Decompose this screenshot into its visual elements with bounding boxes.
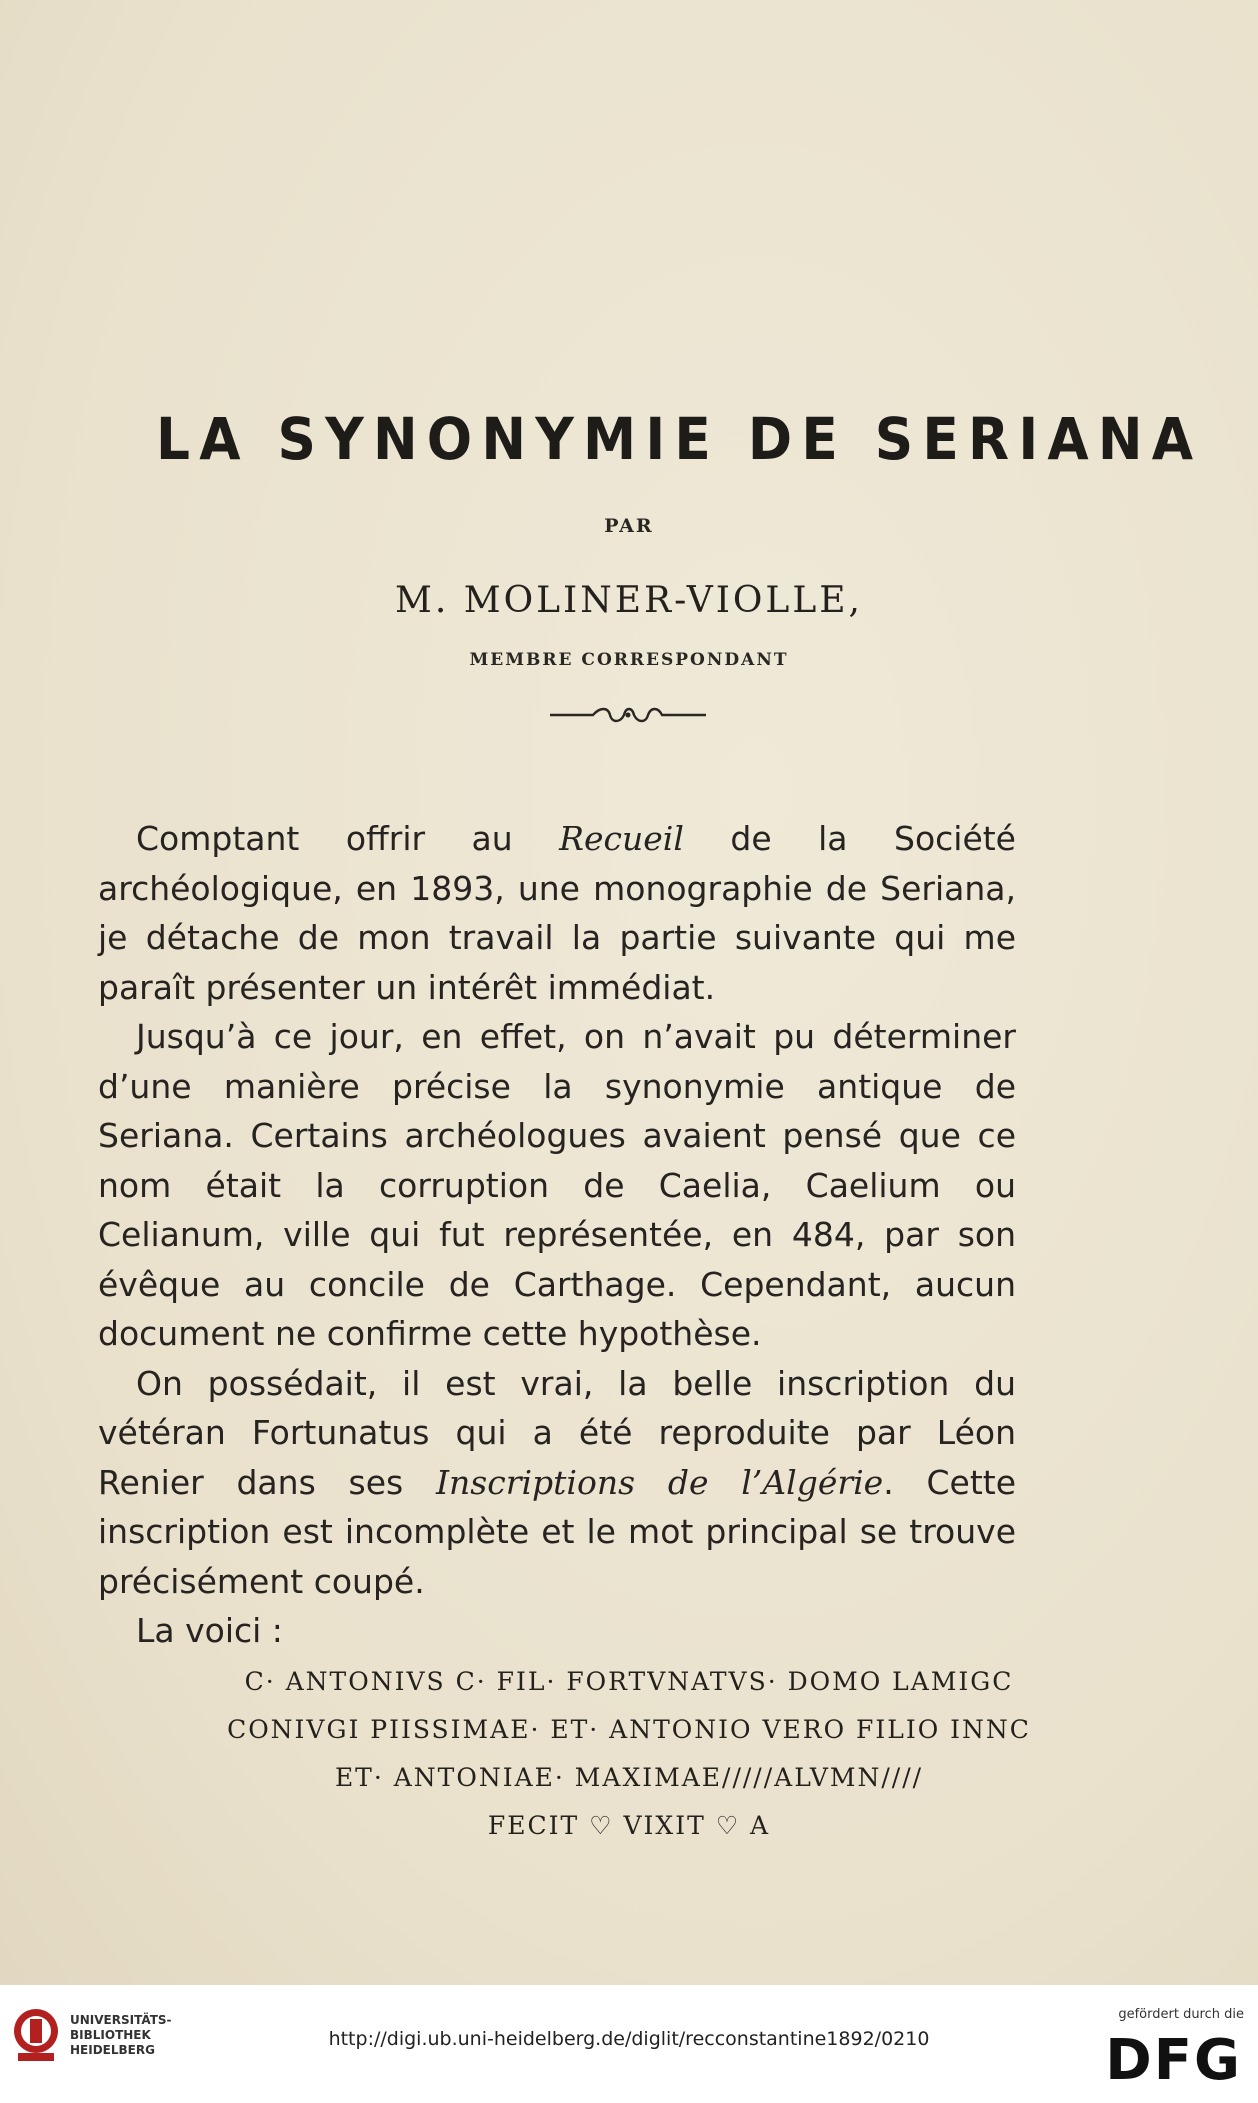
paragraph-2: Jusqu’à ce jour, en effet, on n’avait pu déterminer d’une manière précise la synonymie antique de Seriana. Certains archéologues avaient pensé que ce nom était la corruption de Caelia, Caelium ou Celianum, ville qui fut représentée, en 484, par son évêque au concile de Carthage. Cependant, aucun document ne confirme cette hypothèse. <box>98 1017 1016 1353</box>
byline-par: PAR <box>604 515 654 537</box>
author-role: MEMBRE CORRESPONDANT <box>469 650 789 670</box>
author-name: M. MOLINER-VIOLLE, <box>395 580 863 621</box>
viewer-footer <box>0 1985 1258 2103</box>
show-through-texture <box>130 100 1203 920</box>
inscription-line-2: CONIVGI PIISSIMAE· ET· ANTONIO VERO FILIO INNC <box>227 1715 1031 1744</box>
inscription-line-3: ET· ANTONIAE· MAXIMAE/////ALVMN//// <box>334 1763 924 1792</box>
paragraph-1: Comptant offrir au Recueil de la Société archéologique, en 1893, une monographie de Seriana, je détache de mon travail la partie suivante qui me paraît présenter un intérêt immédiat. <box>98 819 1016 1007</box>
paragraph-3: On possédait, il est vrai, la belle inscription du vétéran Fortunatus qui a été reproduite par Léon Renier dans ses Inscriptions de l’Algérie. Cette inscription est incomplète et le mot principal se trouve précisément coupé. <box>98 1363 1016 1601</box>
funding-note: gefördert durch die <box>1118 2007 1244 2022</box>
ornament-divider <box>548 703 708 727</box>
paragraph-4: La voici : <box>136 1611 283 1650</box>
library-name: UNIVERSITÄTS- BIBLIOTHEK HEIDELBERG <box>70 2013 172 2057</box>
article-body <box>98 814 1016 1656</box>
inscription-line-1: C· ANTONIVS C· FIL· FORTVNATVS· DOMO LAMIGC <box>244 1667 1014 1696</box>
article-title: LA SYNONYMIE DE SERIANA <box>156 405 1203 473</box>
dfg-logo: DFG <box>1105 2028 1242 2093</box>
permalink-url[interactable]: http://digi.ub.uni-heidelberg.de/diglit/recconstantine1892/0210 <box>328 2028 930 2050</box>
inscription-line-4: FECIT ♡ VIXIT ♡ A <box>487 1811 771 1840</box>
